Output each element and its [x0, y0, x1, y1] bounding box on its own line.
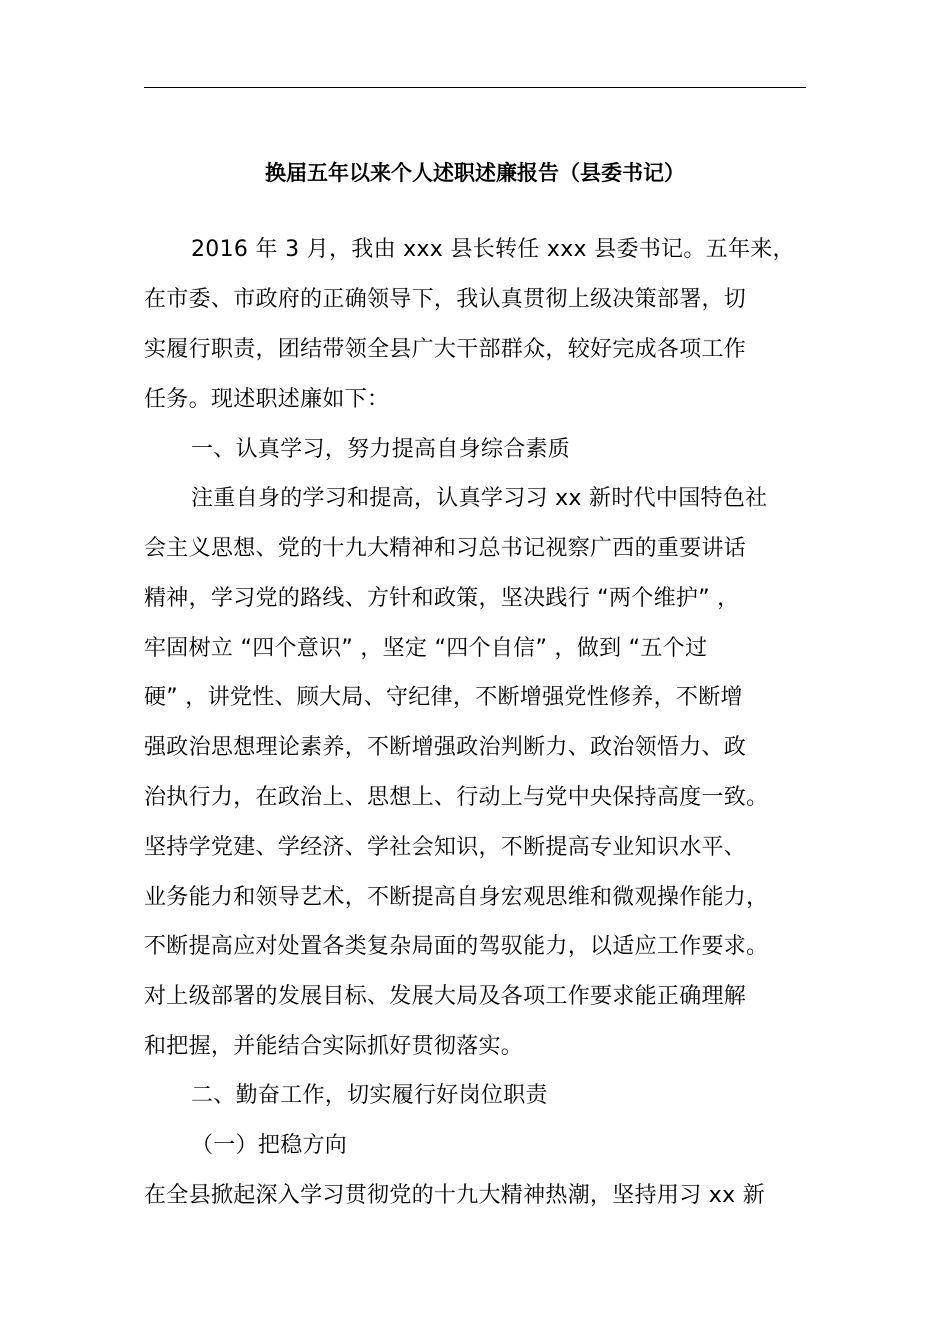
body-line: 在全县掀起深入学习贯彻党的十九大精神热潮，坚持用习 xx 新 — [144, 1183, 766, 1208]
header-rule — [144, 87, 806, 88]
body-line: 不断提高应对处置各类复杂局面的驾驭能力，以适应工作要求。 — [144, 934, 769, 959]
body-line: 对上级部署的发展目标、发展大局及各项工作要求能正确理解 — [144, 984, 747, 1009]
body-line: 和把握，并能结合实际抓好贯彻落实。 — [144, 1034, 524, 1059]
subsection-heading: （一）把稳方向 — [191, 1133, 348, 1158]
body-line: 任务。现述职述廉如下： — [144, 387, 390, 412]
body-line: 在市委、市政府的正确领导下，我认真贯彻上级决策部署，切 — [144, 287, 747, 312]
body-line: 业务能力和领导艺术，不断提高自身宏观思维和微观操作能力， — [144, 885, 769, 910]
body-line: 实履行职责，团结带领全县广大干部群众，较好完成各项工作 — [144, 337, 747, 362]
body-line: 会主义思想、党的十九大精神和习总书记视察广西的重要讲话 — [144, 536, 747, 561]
body-line: 强政治思想理论素养，不断增强政治判断力、政治领悟力、政 — [144, 735, 747, 760]
document-title: 换届五年以来个人述职述廉报告（县委书记） — [265, 161, 685, 185]
body-line: 硬” ，讲党性、顾大局、守纪律，不断增强党性修养，不断增 — [144, 685, 743, 710]
body-line: 牢固树立 “四个意识” ，坚定 “四个自信” ，做到 “五个过 — [144, 636, 708, 661]
section-heading: 一、认真学习，努力提高自身综合素质 — [191, 437, 571, 462]
body-line: 精神，学习党的路线、方针和政策，坚决践行 “两个维护” ， — [144, 586, 740, 611]
body-line: 坚持学党建、学经济、学社会知识，不断提高专业知识水平、 — [144, 835, 747, 860]
section-heading: 二、勤奋工作，切实履行好岗位职责 — [191, 1083, 548, 1108]
body-line: 治执行力，在政治上、思想上、行动上与党中央保持高度一致。 — [144, 785, 769, 810]
body-line: 2016 年 3 月，我由 xxx 县长转任 xxx 县委书记。五年来， — [191, 237, 795, 262]
body-line: 注重自身的学习和提高，认真学习习 xx 新时代中国特色社 — [191, 486, 768, 511]
